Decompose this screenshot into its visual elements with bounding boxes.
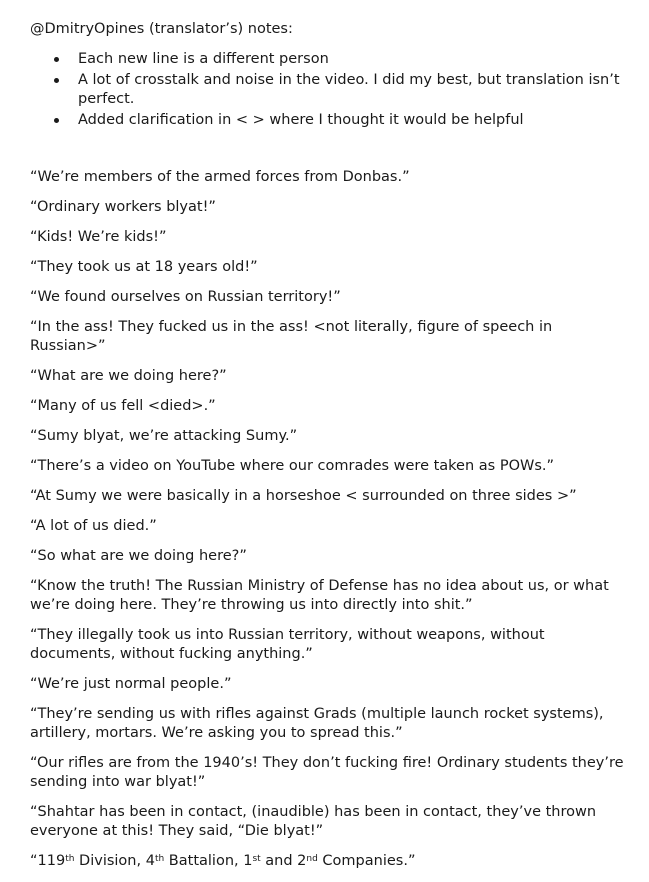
quote-line: “There’s a video on YouTube where our comrades were taken as POWs.” (30, 458, 554, 474)
quote-line: “We found ourselves on Russian territory!” (30, 289, 341, 305)
quote-line: “So what are we doing here?” (30, 548, 247, 564)
quote-line: “Many of us fell <died>.” (30, 398, 216, 414)
ordinal-suffix: nd (306, 854, 318, 864)
quote-text: Battalion, 1 (164, 853, 253, 869)
translator-notes-list (30, 50, 625, 130)
note-item: Each new line is a different person (78, 50, 625, 69)
quote-line: “They illegally took us into Russian territory, without weapons, without documents, without fucking anything.” (30, 627, 545, 662)
quote-line: “They took us at 18 years old!” (30, 259, 258, 275)
ordinal-suffix: st (252, 854, 261, 864)
quote-line: “Ordinary workers blyat!” (30, 199, 216, 215)
quote-line: “We’re members of the armed forces from Donbas.” (30, 169, 410, 185)
quote-text: Companies.” (317, 853, 416, 869)
quote-text: Division, 4 (74, 853, 155, 869)
quote-line: “Know the truth! The Russian Ministry of Defense has no idea about us, or what we’re doing here. They’re throwing us into directly into shit.” (30, 578, 609, 613)
transcript-quotes (30, 168, 625, 871)
quote-text: and 2 (260, 853, 307, 869)
ordinal-suffix: th (65, 854, 75, 864)
quote-text: “119 (30, 853, 66, 869)
unit-designation-quote (30, 852, 625, 871)
quote-line: “In the ass! They fucked us in the ass! <not literally, figure of speech in Russian>” (30, 319, 553, 354)
quote-line: “Sumy blyat, we’re attacking Sumy.” (30, 428, 298, 444)
note-item: A lot of crosstalk and noise in the video. I did my best, but translation isn’t perfect. (78, 71, 625, 109)
quote-line: “Shahtar has been in contact, (inaudible) has been in contact, they’ve thrown everyone at this! They said, “Die blyat!” (30, 804, 597, 839)
quote-line: “A lot of us died.” (30, 518, 157, 534)
quote-line: “At Sumy we were basically in a horseshoe < surrounded on three sides >” (30, 488, 577, 504)
document-page (30, 20, 625, 882)
quote-line: “Our rifles are from the 1940’s! They don’t fucking fire! Ordinary students they’re sending into war blyat!” (30, 755, 624, 790)
quote-line: “What are we doing here?” (30, 368, 227, 384)
quote-line: “They’re sending us with rifles against Grads (multiple launch rocket systems), artillery, mortars. We’re asking you to spread this.” (30, 706, 604, 741)
quote-line: “We’re just normal people.” (30, 676, 232, 692)
ordinal-suffix: th (154, 854, 165, 864)
note-item: Added clarification in < > where I thought it would be helpful (78, 111, 625, 130)
translator-notes-heading: @DmitryOpines (translator’s) notes: (30, 21, 293, 37)
quote-line: “Kids! We’re kids!” (30, 229, 167, 245)
